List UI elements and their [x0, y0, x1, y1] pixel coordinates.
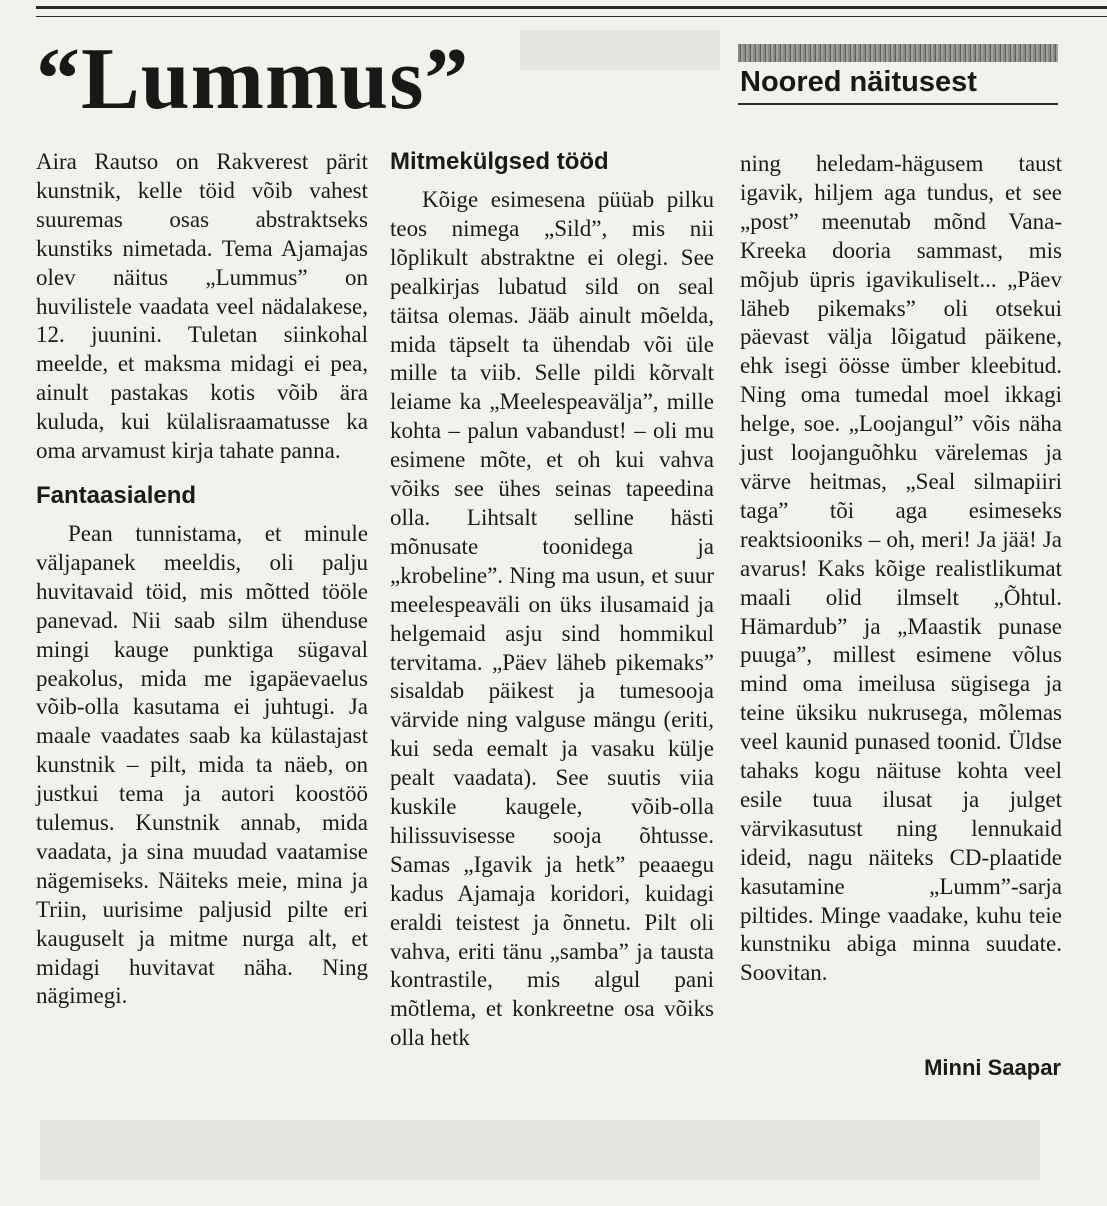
article-column-2 [390, 146, 714, 1053]
top-rule [36, 6, 1107, 9]
section-label-underline [738, 103, 1058, 105]
body-paragraph: Kõige esimesena püüab pilku teos nimega „Sild”, mis nii lõplikult abstraktne ei olegi. See pealkirjas lubatud sild on seal täitsa olemas. Jääb ainult mõelda, mida täpselt ta ühendab või üle mille ta viib. Selle pildi kõrvalt leiame ka „Meelespeavälja”, mille kohta – palun vabandust! – oli mu esimene mõte, et oh kui vahva võiks see ühes seinas tapeedina olla. Lihtsalt selline hästi mõnusate toonidega ja „krobeline”. Ning ma usun, et suur meelespeaväli on üks ilusamaid ja helgemaid asju sind hommikul tervitama. „Päev läheb pikemaks” sisaldab päikest ja tumesooja värvide ning valguse mängu (eriti, kui seda eemalt ja vasaku külje pealt vaadata). See suutis viia kuskile kaugele, võib-olla hilissuvisesse sooja õhtusse. Samas „Igavik ja hetk” peaaegu kadus Ajamaja koridori, kuidagi eraldi teistest ja õnnetu. Pilt oli vahva, eriti tänu „samba” ja tausta kontrastile, mis algul pani mõtlema, et konkreetne osa võiks olla hetk [390, 187, 714, 1051]
body-paragraph: Pean tunnistama, et minule väljapanek meeldis, oli palju huvitavaid töid, mis mõtted tööle panevad. Nii saab silm ühenduse mingi kauge punktiga sügaval peakolus, mida me igapäevaelus võib-olla kasutama ei juhtugi. Ja maale vaadates saab ka külastajast kunstnik – pilt, mida ta näeb, on justkui tema ja autori koostöö tulemus. Kunstnik annab, mida vaadata, ja sina muudad vaatamise nägemiseks. Näiteks meie, mina ja Triin, uurisime paljusid pilte eri kauguselt ja mitme nurga alt, et midagi huvitavat näha. Ning nägimegi. [36, 520, 368, 1009]
subhead-mitmekulgsed-tood: Mitmekülgsed tööd [390, 148, 609, 175]
body-paragraph: ning heledam-hägusem taust igavik, hiljem aga tundus, et see „post” meenutab mõnd Vana-Kreeka dooria sammast, mis mõjub üpris igavikuliselt... „Päev läheb pikemaks” oli otsekui päevast välja lõigatud päikene, ehk isegi öösse ümber kleebitud. Ning oma tumedal moel ikkagi helge, soe. „Loojangul” võis näha just loojanguõhku värelemas ja värve heitmas, „Seal silmapiiri taga” tõi aga esimeseks reaktsiooniks – oh, meri! Ja jää! Ja avarus! Kaks kõige realistlikumat maali olid ilmselt „Õhtul. Hämardub” ja „Maastik punase puuga”, millest esimene võlus mind oma imeilusa sügisega ja teine üksiku nukrusega, mõlemas veel kaunid punased toonid. Üldse tahaks kogu näituse kohta veel esile tuua ilusat ja julget värvikasutust ning lennukaid ideid, nagu näiteks CD-plaatide kasutamine „Lumm”-sarja piltides. Minge vaadake, kuhu teie kunstniku abiga minna suudate. Soovitan. [740, 151, 1062, 986]
intro-paragraph: Aira Rautso on Rakverest pärit kunstnik, kelle töid võib vahest suuremas osas abstraktseks kunstiks nimetada. Tema Ajamajas olev näitus „Lummus” on huvilistele vaadata veel nädalakese, 12. juunini. Tuletan siinkohal meelde, et maksma midagi ei pea, ainult pastakas kotis võib ära kuluda, kui külalisraamatusse ka oma arvamust kirja tahate panna. [36, 149, 368, 464]
show-through-texture [40, 1120, 1040, 1180]
section-label: Noored näitusest [740, 66, 977, 98]
article-column-1 [36, 148, 368, 1011]
show-through-texture [520, 30, 720, 70]
article-column-3 [740, 150, 1062, 988]
subhead-fantaasialend: Fantaasialend [36, 481, 197, 509]
section-label-bar [738, 44, 1058, 62]
author-byline: Minni Saapar [924, 1055, 1061, 1080]
top-rule-thin [36, 16, 1107, 17]
article-title: “Lummus” [36, 31, 470, 128]
